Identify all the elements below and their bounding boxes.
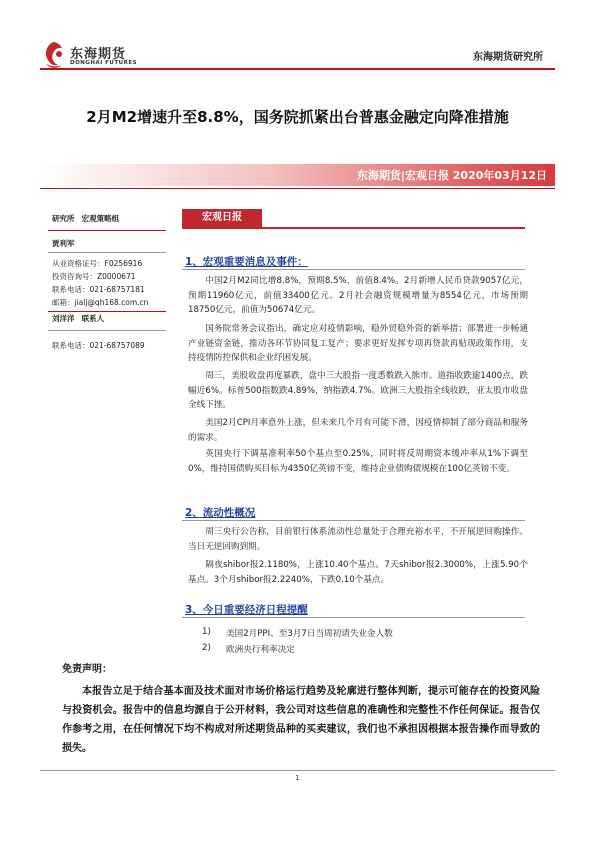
analyst1-cert-consult: 投资咨询号：Z0000671 <box>52 272 136 281</box>
schedule-item-text: 美国2月PPI、至3月7日当周初请失业金人数 <box>226 629 393 639</box>
page-number: 1 <box>295 774 300 782</box>
sidebar-divider <box>48 230 166 231</box>
analyst1-email[interactable]: 邮箱：jialj@qh168.com.cn <box>52 298 149 307</box>
schedule-item <box>202 643 295 655</box>
analyst1-cert-qual: 从业资格证号：F0256916 <box>52 259 143 268</box>
section-2-paragraph: 周三央行公告称，目前银行体系流动性总量处于合理充裕水平，不开展逆回购操作。当日无逆回购到期。 <box>188 527 528 552</box>
section-2-heading: 2、流动性概况 <box>185 507 256 519</box>
analyst2-divider-thin <box>48 330 166 331</box>
section-1-paragraph: 英国央行下调基准利率50个基点至0.25%，同时将反周期资本缓冲率从1%下调至0%，维持国债购买目标为4350亿英镑不变，维持企业债购债规模在100亿英镑不变。 <box>188 449 528 474</box>
analyst2-name: 刘洋洋 <box>52 314 75 323</box>
analyst1-divider <box>48 252 166 253</box>
disclaimer-title: 免责声明： <box>62 664 112 675</box>
daily-report-badge: 宏观日报 <box>182 209 262 227</box>
report-band-divider <box>40 188 555 189</box>
header-institute-label: 东海期货研究所 <box>473 52 543 63</box>
analyst2-name-row <box>52 313 104 324</box>
section-3-heading: 3、今日重要经济日程提醒 <box>185 604 308 616</box>
section-1-paragraph: 国务院常务会议指出，确定应对疫情影响，稳外贸稳外资的新举措；部署进一步畅通产业链资金链，推动各环节协同复工复产；要求更好发挥专项再贷款再贴现政策作用，支持疫情防控保供和企业纾困发展。 <box>188 324 528 364</box>
sidebar-team <box>52 213 119 224</box>
badge-divider <box>182 227 525 229</box>
logo-english-name: DONGHAI FUTURES <box>70 60 138 66</box>
analyst2-divider <box>48 311 166 312</box>
schedule-item <box>202 627 393 639</box>
schedule-item-number: 1) <box>202 627 211 637</box>
logo-chinese-name: 东海期货 <box>70 47 127 62</box>
sidebar-institute: 研究所 <box>52 214 75 223</box>
schedule-item-number: 2) <box>202 643 211 653</box>
analyst2-phone: 联系电话：021-68757089 <box>52 341 145 350</box>
section-3-divider <box>182 617 525 618</box>
analyst1-phone: 联系电话：021-68757181 <box>52 285 145 294</box>
analyst2-role: 联系人 <box>81 314 105 323</box>
section-2-divider <box>182 520 525 521</box>
header-divider <box>40 68 555 70</box>
schedule-item-text: 欧洲央行利率决定 <box>226 645 295 655</box>
section-1-paragraph: 美国2月CPI月率意外上涨，但未来几个月有可能下滑，因疫情抑制了部分商品和服务的需求。 <box>188 418 528 443</box>
section-1-paragraph: 周三，美股收盘再度暴跌，盘中三大股指一度悉数跌入熊市。道指收跌逾1400点，跌幅近6%。标普500指数跌4.89%，纳指跌4.7%。欧洲三大股指全线收跌，亚太股市收盘全线下挫。 <box>188 371 528 411</box>
section-2-paragraph: 隔夜shibor报2.1180%，上涨10.40个基点。7天shibor报2.3000%，上涨5.90个基点。3个月shibor报2.2240%，下跌0.10个基点。 <box>188 560 528 585</box>
analyst1-name-row <box>52 238 75 249</box>
section-1-paragraph: 中国2月M2同比增8.8%，预期8.5%，前值8.4%。2月新增人民币贷款9057亿元，预期11960亿元，前值33400亿元。2月社会融资规模增量为8554亿元，市场预期18750亿元，前值为50674亿元。 <box>188 276 528 316</box>
footer-divider <box>40 770 555 771</box>
section-1-divider <box>182 269 525 270</box>
disclaimer-text: 本报告立足于结合基本面及技术面对市场价格运行趋势及轮廓进行整体判断，提示可能存在的投资风险与投资机会。报告中的信息均源自于公开材料，我公司对这些信息的准确性和完整性不作任何保证。报告仅作参考之用，在任何情况下均不构成对所述期货品种的买卖建议，我们也不承担因根据本报告操作而导致的损失。 <box>62 686 540 754</box>
sidebar-group: 宏观策略组 <box>81 214 120 223</box>
donghai-logo-icon <box>40 40 66 70</box>
section-1-heading: 1、宏观重要消息及事件： <box>185 256 308 268</box>
report-title: 2月M2增速升至8.8%，国务院抓紧出台普惠金融定向降准措施 <box>86 108 509 126</box>
analyst1-name: 贾利军 <box>52 239 75 248</box>
report-band-text: 东海期货|宏观日报 2020年03月12日 <box>356 169 547 182</box>
